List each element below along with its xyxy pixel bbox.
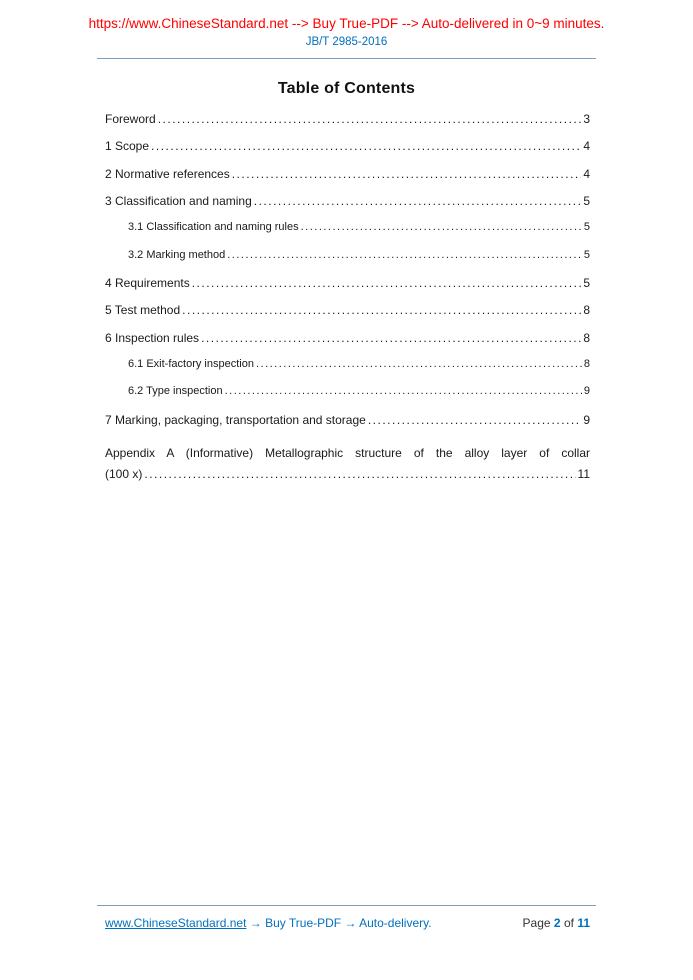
- table-of-contents: [105, 112, 590, 495]
- toc-entry-page: 5: [583, 221, 590, 234]
- toc-entry-inspection-rules[interactable]: [105, 331, 590, 358]
- toc-entry-marking-method[interactable]: [105, 249, 590, 276]
- page-total-number: 11: [577, 916, 590, 930]
- toc-entry-page: 8: [583, 303, 590, 318]
- toc-entry-label: Foreword: [105, 112, 156, 126]
- toc-entry-page: 4: [583, 166, 590, 181]
- dot-leader: [158, 112, 582, 126]
- toc-entry-page: 5: [583, 194, 590, 209]
- toc-entry-page: 11: [577, 467, 590, 482]
- page-title: Table of Contents: [277, 80, 416, 97]
- toc-entry-appendix-a[interactable]: [105, 440, 590, 495]
- footer-tagline-text: → Buy True-PDF → Auto-delivery.: [246, 916, 432, 930]
- footer: [105, 916, 590, 930]
- page-current-number: 2: [553, 916, 561, 930]
- toc-entry-label: 2 Normative references: [105, 166, 230, 181]
- toc-entry-page: 5: [583, 248, 590, 261]
- toc-entry-marking-packaging[interactable]: [105, 413, 590, 440]
- toc-entry-page: 4: [583, 139, 590, 154]
- toc-entry-page: 8: [583, 358, 590, 371]
- toc-entry-label: Appendix A (Informative) Metallographic structure of the alloy layer of collar: [105, 446, 590, 461]
- header-divider: [97, 58, 596, 59]
- toc-entry-label: 7 Marking, packaging, transportation and storage: [105, 412, 366, 427]
- toc-entry-label: 3 Classification and naming: [105, 194, 252, 209]
- dot-leader: [254, 194, 582, 208]
- dot-leader: [225, 385, 582, 397]
- dot-leader: [201, 331, 581, 345]
- page-indicator: [523, 916, 590, 930]
- footer-divider: [97, 905, 596, 906]
- toc-entry-label: 6.1 Exit-factory inspection: [128, 358, 254, 371]
- toc-entry-page: 3: [583, 112, 590, 126]
- toc-entry-page: 8: [583, 330, 590, 345]
- toc-entry-foreword[interactable]: [105, 112, 590, 139]
- toc-entry-label: 4 Requirements: [105, 276, 190, 291]
- toc-entry-label: 6 Inspection rules: [105, 330, 200, 345]
- toc-entry-page: 5: [583, 276, 590, 291]
- toc-entry-classification-rules[interactable]: [105, 221, 590, 248]
- standard-code: JB/T 2985-2016: [305, 36, 388, 48]
- toc-entry-label-continued: (100 x): [105, 467, 143, 482]
- toc-entry-label: 3.2 Marking method: [128, 248, 226, 261]
- toc-entry-page: 9: [583, 412, 590, 427]
- footer-tagline: [105, 916, 432, 930]
- dot-leader: [232, 167, 582, 181]
- page-word: Page: [522, 916, 551, 930]
- toc-entry-label: 1 Scope: [105, 139, 150, 154]
- toc-entry-type-inspection[interactable]: [105, 385, 590, 412]
- of-word: of: [563, 916, 574, 930]
- toc-entry-scope[interactable]: [105, 139, 590, 166]
- dot-leader: [301, 221, 582, 233]
- dot-leader: [227, 249, 582, 261]
- dot-leader: [192, 276, 582, 290]
- dot-leader: [368, 413, 581, 427]
- dot-leader: [144, 467, 575, 481]
- toc-entry-classification[interactable]: [105, 194, 590, 221]
- toc-entry-requirements[interactable]: [105, 276, 590, 303]
- promo-banner-link[interactable]: https://www.ChineseStandard.net --> Buy True-PDF --> Auto-delivered in 0~9 minutes.: [88, 16, 605, 31]
- footer-site-link[interactable]: www.ChineseStandard.net: [105, 916, 247, 930]
- dot-leader: [182, 303, 581, 317]
- toc-entry-test-method[interactable]: [105, 303, 590, 330]
- toc-entry-label: 3.1 Classification and naming rules: [128, 221, 299, 234]
- toc-entry-label: 6.2 Type inspection: [128, 385, 223, 398]
- toc-entry-label: 5 Test method: [105, 303, 181, 318]
- dot-leader: [256, 358, 582, 370]
- toc-entry-normative-references[interactable]: [105, 167, 590, 194]
- toc-entry-exit-factory-inspection[interactable]: [105, 358, 590, 385]
- toc-entry-page: 9: [583, 385, 590, 398]
- dot-leader: [151, 139, 581, 153]
